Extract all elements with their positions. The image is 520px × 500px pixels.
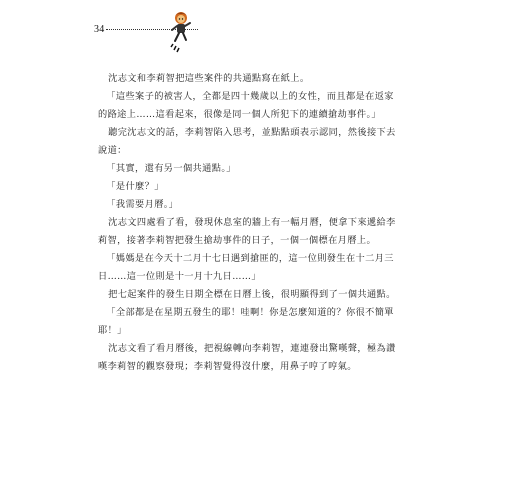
paragraph: 沈志文四處看了看，發現休息室的牆上有一幅月曆，便拿下來遞給李莉智，接著李莉智把發生搶劫事件的日子，一個一個標在月曆上。 (98, 217, 396, 246)
paragraph: 把七起案件的發生日期全標在日曆上後，很明顯得到了一個共通點。 (108, 289, 396, 300)
running-character-icon (166, 10, 194, 54)
paragraph: 「這些案子的被害人，全都是四十幾歲以上的女性，而且都是在返家的路途上……這看起來，很像是同一個人所犯下的連續搶劫事件。」 (98, 91, 394, 120)
paragraph: 「媽媽是在今天十二月十七日遇到搶匪的，這一位則發生在十二月三日……這一位則是十一月十九日……」 (98, 253, 394, 282)
page-number: 34 (94, 24, 105, 35)
paragraph: 聽完沈志文的話，李莉智陷入思考，並點點頭表示認同，然後接下去說道： (98, 127, 396, 156)
paragraph: 沈志文看了看月曆後，把視線轉向李莉智，連連發出驚嘆聲，極為讚嘆李莉智的觀察發現；李莉智覺得沒什麼，用鼻子哼了哼氣。 (98, 343, 396, 372)
chapter-body-text (98, 70, 403, 376)
paragraph: 「全部都是在星期五發生的耶！哇啊！你是怎麼知道的？你很不簡單耶！」 (98, 307, 394, 336)
page-header (94, 18, 204, 50)
paragraph: 沈志文和李莉智把這些案件的共通點寫在紙上。 (108, 73, 310, 84)
paragraph: 「其實，還有另一個共通點。」 (106, 163, 236, 174)
paragraph: 「是什麼？」 (106, 181, 164, 192)
paragraph: 「我需要月曆。」 (106, 199, 179, 210)
